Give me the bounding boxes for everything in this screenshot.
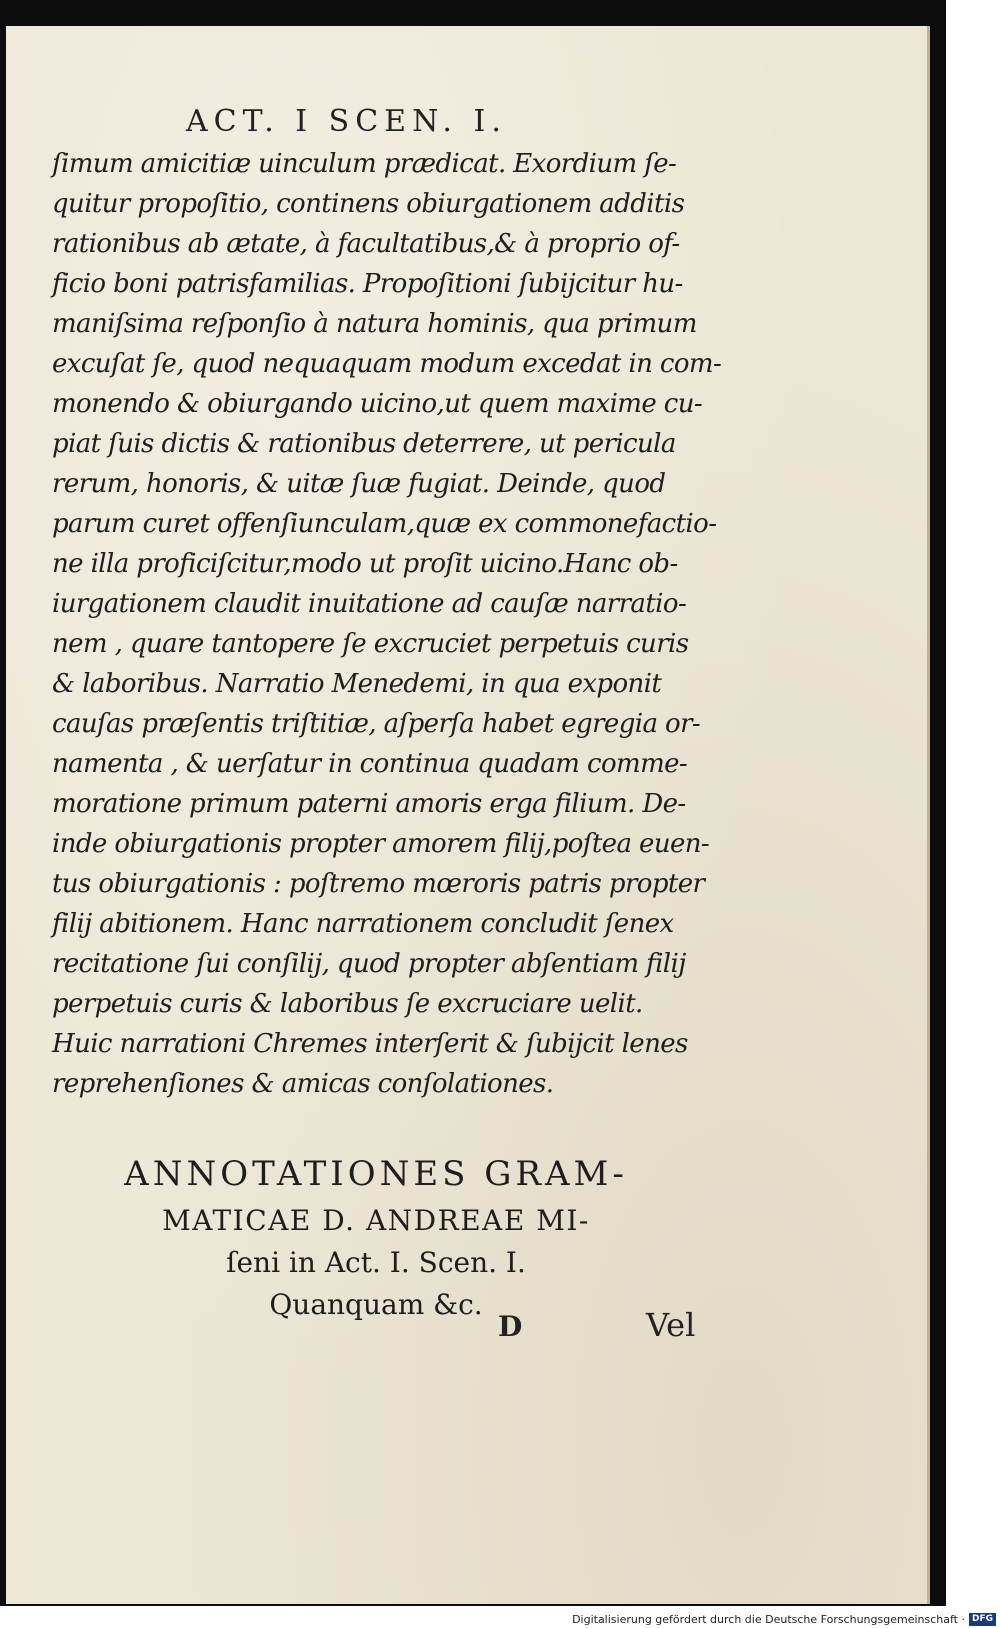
text-line: quitur propoſitio, continens obiurgationem additis xyxy=(52,189,685,219)
text-line: recitatione ſui conſilij, quod propter abſentiam filij xyxy=(52,949,686,979)
text-line: iurgationem claudit inuitatione ad cauſæ narratio- xyxy=(52,589,687,619)
text-line: tus obiurgationis : poſtremo mœroris patris propter xyxy=(52,869,705,899)
credit-text: Digitalisierung gefördert durch die Deutsche Forschungsgemeinschaft · xyxy=(572,1612,965,1626)
text-line: rationibus ab ætate, à facultatibus,& à proprio of- xyxy=(52,229,680,259)
text-line: parum curet offenſiunculam,quæ ex commonefactio- xyxy=(52,509,717,539)
book-page xyxy=(6,26,930,1604)
heading-line: Quanquam &c. xyxy=(269,1288,483,1321)
text-line: ne illa proficiſcitur,modo ut proſit uicino.Hanc ob- xyxy=(52,549,678,579)
text-line: perpetuis curis & laboribus ſe excruciare uelit. xyxy=(52,989,643,1019)
heading-line: ANNOTATIONES GRAM- xyxy=(124,1154,628,1194)
text-line: moratione primum paterni amoris erga filium. De- xyxy=(52,789,686,819)
text-line: maniſsima reſponſio à natura hominis, qua primum xyxy=(52,309,697,339)
heading-line: ſeni in Act. I. Scen. I. xyxy=(226,1246,526,1279)
text-line: ficio boni patrisfamilias. Propoſitioni ſubijcitur hu- xyxy=(52,269,683,299)
catchword: Vel xyxy=(646,1306,696,1344)
dfg-logo-icon: DFG xyxy=(969,1613,996,1626)
text-line: namenta , & uerſatur in continua quadam comme- xyxy=(52,749,688,779)
text-line: monendo & obiurgando uicino,ut quem maxime cu- xyxy=(52,389,703,419)
text-line: filij abitionem. Hanc narrationem concludit ſenex xyxy=(52,909,674,939)
text-line: & laboribus. Narratio Menedemi, in qua exponit xyxy=(52,669,662,699)
text-line: reprehenſiones & amicas conſolationes. xyxy=(52,1069,554,1099)
text-line: nem , quare tantopere ſe excruciet perpetuis curis xyxy=(52,629,689,659)
text-line: cauſas præſentis triſtitiæ, aſperſa habet egregia or- xyxy=(52,709,701,739)
running-head: ACT. I SCEN. I. xyxy=(186,104,507,139)
digitization-credit xyxy=(560,1610,1000,1628)
text-line: Huic narrationi Chremes interſerit & ſubijcit lenes xyxy=(52,1029,688,1059)
section-heading xyxy=(26,1148,726,1326)
body-text xyxy=(52,144,722,1104)
text-line: ſimum amicitiæ uinculum prædicat. Exordium ſe- xyxy=(52,149,677,179)
text-line: excuſat ſe, quod nequaquam modum excedat in com- xyxy=(52,349,722,379)
text-line: inde obiurgationis propter amorem filij,poſtea euen- xyxy=(52,829,710,859)
text-line: rerum, honoris, & uitæ ſuæ fugiat. Deinde, quod xyxy=(52,469,666,499)
text-line: piat ſuis dictis & rationibus deterrere, ut pericula xyxy=(52,429,676,459)
signature-mark: D xyxy=(498,1310,523,1343)
heading-line: MATICAE D. ANDREAE MI- xyxy=(162,1204,590,1237)
